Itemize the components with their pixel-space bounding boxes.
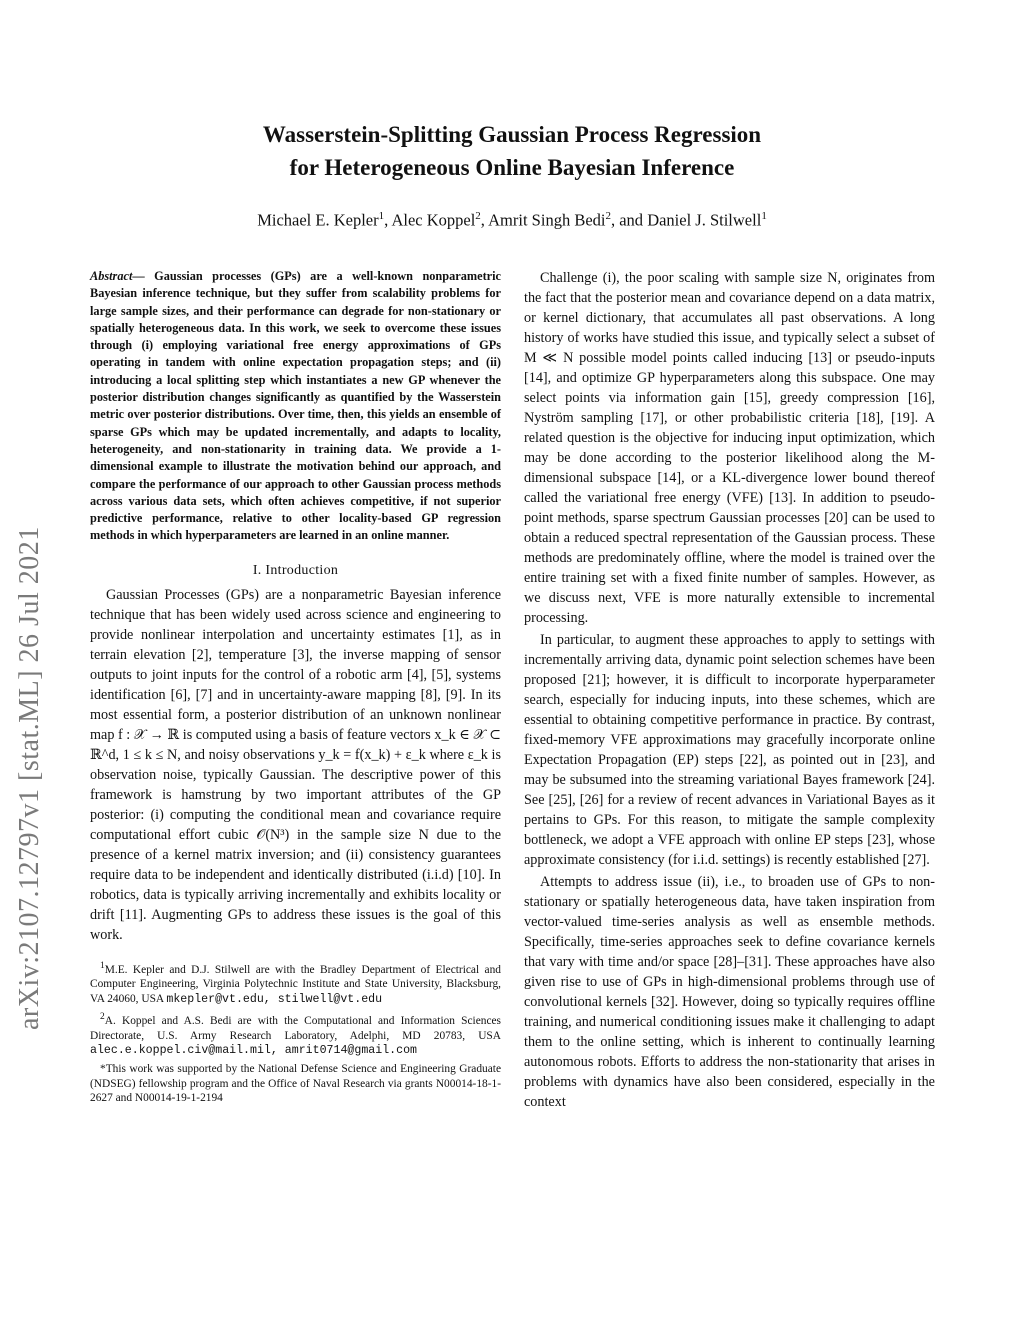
author-separator: , and — [610, 210, 648, 230]
author: Alec Koppel — [391, 210, 476, 230]
footnote-text: A. Koppel and A.S. Bedi are with the Computational and Information Sciences Directorate, U.S. Army Research Laboratory, Adelphi, MD 20783, USA — [90, 1015, 501, 1042]
arxiv-identifier: arXiv:2107.12797v1 [stat.ML] 26 Jul 2021 — [14, 526, 45, 1030]
footnote-mark: 2 — [100, 1012, 105, 1023]
author: Amrit Singh Bedi — [488, 210, 606, 230]
affiliation-mark: 1 — [761, 210, 767, 222]
section-heading-introduction: I. Introduction — [252, 562, 339, 578]
footnote-funding: *This work was supported by the National Defense Science and Engineering Graduate (NDSEG) fellowship program and the Office of Naval Research via grants N00014-18-1-2627 and N00014-19-1-2194 — [90, 1062, 501, 1105]
footnote-1 — [90, 959, 501, 1008]
title-line-2: for Heterogeneous Online Bayesian Inference — [289, 155, 735, 180]
abstract — [90, 268, 501, 545]
footnote-mark: 1 — [100, 960, 105, 971]
abstract-label: Abstract — [90, 269, 133, 283]
affiliation-mark: 2 — [605, 210, 611, 222]
paper-title — [0, 118, 1024, 184]
affiliation-mark: 1 — [378, 210, 385, 222]
right-column — [524, 268, 935, 1112]
footnotes — [90, 959, 501, 1106]
title-line-1: Wasserstein-Splitting Gaussian Process Regression — [262, 122, 762, 147]
affiliation-mark: 2 — [475, 210, 481, 222]
footnote-emails: alec.e.koppel.civ@mail.mil, amrit0714@gmail.com — [90, 1044, 417, 1058]
introduction-paragraph: Gaussian Processes (GPs) are a nonparametric Bayesian inference technique that has been widely used across science and engineering to provide nonlinear interpolation and uncertainty estimates [1], as in terrain elevation [2], temperature [3], the inverse mapping of sensor outputs to joint inputs for the control of a robotic arm [4], [5], systems identification [6], [7] and in uncertainty-aware mapping [8], [9]. In its most essential form, a posterior distribution of an unknown nonlinear map f : 𝒳 → ℝ is computed using a basis of feature vectors x_k ∈ 𝒳 ⊂ ℝ^d, 1 ≤ k ≤ N, and noisy observations y_k = f(x_k) + ε_k where ε_k is observation noise, typically Gaussian. The descriptive power of this framework is hamstrung by two important attributes of the GP posterior: (i) computing the conditional mean and covariance require computational effort cubic 𝒪(N³) in the sample size N due to the presence of a kernel matrix inversion; and (ii) consistency guarantees require data to be independent and identically distributed (i.i.d) [10]. In robotics, data is typically arriving incrementally and exhibits locality or drift [11]. Augmenting GPs to address these issues is the goal of this work. — [90, 586, 501, 943]
footnote-text: M.E. Kepler and D.J. Stilwell are with the Bradley Department of Electrical and Computer Engineering, Virginia Polytechnic Institute and State University, Blacksburg, VA 24060, USA — [90, 963, 501, 1005]
author: Daniel J. Stilwell — [647, 210, 762, 230]
author-list — [0, 210, 1024, 231]
author: Michael E. Kepler — [257, 210, 379, 230]
body-paragraph: Challenge (i), the poor scaling with sample size N, originates from the fact that the posterior mean and covariance depend on a data matrix, or kernel dictionary, that accumulates all past observations. A long history of works have studied this issue, and typically select a subset of M ≪ N possible model points called inducing [13] or pseudo-inputs [14], and optimize GP hyperparameters along this subspace. One may select points via information gain [15], greedy compression [16], Nyström sampling [17], or other probabilistic criteria [18], [19]. A related question is the objective for inducing input optimization, which may be done according to the posterior likelihood along the M-dimensional subspace [14], or a KL-divergence lower bound thereof called the variational free energy (VFE) [13]. In addition to pseudo-point methods, sparse spectrum Gaussian processes [20] can be used to obtain a reduced spectral representation of the Gaussian process. These methods are predominately offline, where the model is trained over the entire training set with a fixed finite number of samples. However, as we discuss next, VFE is more naturally extensible to incremental processing. — [524, 270, 935, 626]
author-separator: , — [480, 210, 489, 230]
footnote-2 — [90, 1010, 501, 1059]
abstract-text: — Gaussian processes (GPs) are a well-known nonparametric Bayesian inference technique, but they suffer from scalability problems for large sample sizes, and their performance can degrade for non-stationary or spatially heterogeneous data. In this work, we seek to overcome these issues through (i) employing variational free energy approximations of GPs operating in tandem with online expectation propagation steps; and (ii) introducing a local splitting step which instantiates a new GP whenever the posterior distribution changes significantly as quantified by the Wasserstein metric over posterior distributions. Over time, then, this yields an ensemble of sparse GPs which may be updated incrementally, and adapts to locality, heterogeneity, and non-stationarity in training data. We provide a 1-dimensional example to illustrate the motivation behind our approach, and compare the performance of our approach to other Gaussian process methods across various data sets, which often achieves competitive, if not superior predictive performance, relative to other locality-based GP regression methods in which hyperparameters are learned in an online manner. — [90, 269, 501, 543]
body-paragraph: In particular, to augment these approaches to apply to settings with incrementally arriving data, dynamic point selection schemes have been proposed [21]; however, it is difficult to incorporate hyperparameter search, especially for inducing inputs, into these schemes, which are essential to obtaining competitive performance in practice. By contrast, fixed-memory VFE approximations may gracefully incorporate online Expectation Propagation (EP) steps [22], as pointed out in [23], and may be subsumed into the streaming variational Bayes framework [24]. See [25], [26] for a review of recent advances in Variational Bayes as it pertains to GPs. For this reason, to mitigate the sample complexity bottleneck, we adopt a VFE approach with online EP steps [23], whose approximate consistency (for i.i.d. settings) is recently established [27]. — [524, 632, 935, 868]
body-paragraph: Attempts to address issue (ii), i.e., to broaden use of GPs to non-stationary or spatially heterogeneous data, have taken inspiration from vector-valued time-series analysis as well as ensemble methods. Specifically, time-series approaches seek to define covariance kernels that vary with time and/or space [28]–[31]. These approaches have also given rise to use of GPs in high-dimensional problems through use of convolutional kernels [32]. However, doing so typically requires offline training, and numerical conditioning issues make it challenging to adapt them to the online setting, which is inherent to continually learning autonomous robots. Efforts to address the non-stationarity that arises in problems with dynamics have also been considered, especially in the context — [524, 874, 935, 1110]
footnote-emails: mkepler@vt.edu, stilwell@vt.edu — [166, 992, 383, 1006]
left-column — [90, 268, 501, 1109]
author-separator: , — [384, 210, 392, 230]
